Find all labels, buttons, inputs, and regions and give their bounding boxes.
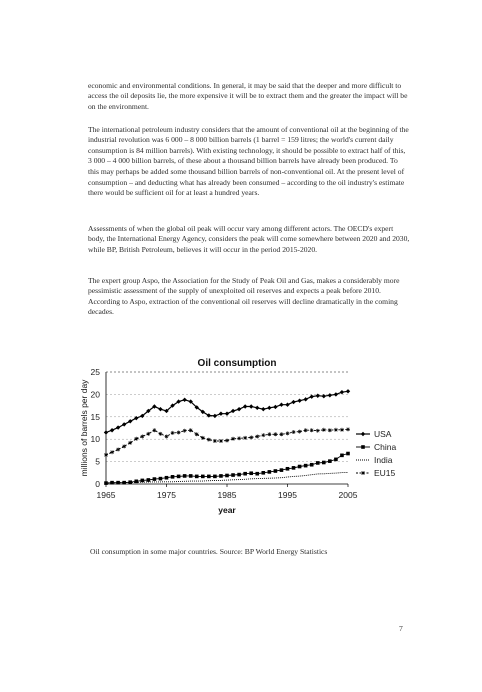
data-point-eu15 (255, 435, 259, 439)
x-tick-label: 1995 (278, 490, 297, 500)
data-point-eu15 (158, 432, 162, 436)
data-point-china (159, 477, 163, 481)
data-point-usa (291, 400, 295, 404)
legend-marker-china (361, 445, 365, 449)
data-point-china (340, 454, 344, 458)
data-point-usa (273, 405, 277, 409)
data-point-china (286, 467, 290, 471)
legend-label-eu15: EU15 (374, 468, 396, 478)
data-point-eu15 (122, 444, 126, 448)
data-point-china (219, 474, 223, 478)
x-tick-label: 1965 (96, 490, 116, 500)
data-point-china (334, 458, 338, 462)
data-point-usa (243, 404, 247, 408)
data-point-china (298, 465, 302, 469)
data-point-eu15 (201, 436, 205, 440)
data-point-eu15 (286, 431, 290, 435)
data-point-china (183, 474, 187, 478)
legend-label-india: India (374, 455, 393, 465)
data-point-usa (267, 406, 271, 410)
data-point-eu15 (231, 437, 235, 441)
data-point-china (147, 478, 151, 482)
data-point-usa (219, 411, 223, 415)
data-point-usa (110, 428, 114, 432)
data-point-eu15 (225, 439, 229, 443)
page-number: 7 (399, 624, 403, 633)
data-point-eu15 (219, 439, 223, 443)
data-point-china (141, 479, 145, 483)
data-point-eu15 (279, 432, 283, 436)
data-point-china (316, 461, 320, 465)
chart-title: Oil consumption (197, 358, 277, 369)
data-point-eu15 (316, 429, 320, 433)
data-point-eu15 (310, 428, 314, 432)
data-point-eu15 (334, 428, 338, 432)
data-point-china (237, 473, 241, 477)
x-tick-label: 1975 (157, 490, 176, 500)
data-point-usa (303, 397, 307, 401)
data-point-usa (213, 414, 217, 418)
data-point-eu15 (273, 432, 277, 436)
data-point-eu15 (213, 439, 217, 443)
data-point-china (165, 476, 169, 480)
data-point-eu15 (328, 428, 332, 432)
data-point-eu15 (340, 428, 344, 432)
data-point-china (310, 463, 314, 467)
data-point-china (201, 475, 205, 479)
data-point-eu15 (237, 436, 241, 440)
data-point-usa (261, 407, 265, 411)
data-point-china (322, 461, 326, 465)
data-point-usa (122, 422, 126, 426)
data-point-eu15 (267, 432, 271, 436)
y-tick-label: 20 (90, 389, 100, 400)
data-point-china (255, 472, 259, 476)
paragraph-environment: economic and environmental conditions. In general, it may be said that the deeper and more difficult to access the oil deposits lie, the more expensive it will be to extract them and the greater the impact will be on the environment. (88, 80, 408, 111)
data-point-usa (346, 389, 350, 393)
data-point-china (268, 470, 272, 474)
data-point-usa (231, 409, 235, 413)
data-point-china (225, 474, 229, 478)
data-point-china (189, 474, 193, 478)
data-point-eu15 (165, 435, 169, 439)
data-point-eu15 (177, 430, 181, 434)
data-point-eu15 (292, 430, 296, 434)
data-point-eu15 (183, 429, 187, 433)
data-point-china (249, 471, 253, 475)
data-point-eu15 (249, 435, 253, 439)
data-point-usa (297, 398, 301, 402)
data-point-china (177, 475, 181, 479)
data-point-china (292, 466, 296, 470)
data-point-eu15 (261, 433, 265, 437)
paragraph-peak-assessments: Assessments of when the global oil peak will occur vary among different actors. The OECD's expert body, the International Energy Agency, considers the peak will come somewhere between 2020 and 2030, while BP, British Petroleum, believes it will occur in the period 2015-2020. (88, 223, 410, 254)
y-tick-label: 5 (95, 456, 100, 467)
data-point-eu15 (322, 428, 326, 432)
data-point-eu15 (298, 430, 302, 434)
data-point-usa (225, 411, 229, 415)
data-point-china (243, 472, 247, 476)
data-point-usa (279, 403, 283, 407)
data-point-eu15 (207, 438, 211, 442)
data-point-eu15 (110, 450, 114, 454)
x-tick-label: 2005 (338, 490, 358, 500)
data-point-usa (182, 398, 186, 402)
data-point-eu15 (243, 436, 247, 440)
data-point-china (195, 475, 199, 479)
data-point-usa (310, 394, 314, 398)
y-tick-label: 25 (90, 367, 100, 377)
data-point-eu15 (116, 448, 120, 452)
data-point-usa (116, 425, 120, 429)
data-point-eu15 (171, 431, 175, 435)
data-point-china (231, 473, 235, 477)
data-point-usa (255, 406, 259, 410)
data-point-china (280, 468, 284, 472)
data-point-usa (334, 392, 338, 396)
data-point-eu15 (346, 427, 350, 431)
y-tick-label: 15 (90, 411, 100, 422)
data-point-china (328, 459, 332, 463)
data-point-eu15 (152, 428, 156, 432)
legend-marker-usa (361, 432, 365, 436)
y-tick-label: 10 (90, 434, 100, 445)
data-point-usa (328, 393, 332, 397)
data-point-china (207, 475, 211, 479)
data-point-china (304, 464, 308, 468)
legend-label-usa: USA (374, 429, 392, 439)
data-point-usa (340, 390, 344, 394)
data-point-china (346, 452, 350, 456)
y-axis-label: millions of barrels per day (79, 379, 89, 477)
data-point-eu15 (134, 437, 138, 441)
data-point-eu15 (140, 435, 144, 439)
data-point-eu15 (304, 428, 308, 432)
data-point-usa (104, 430, 108, 434)
data-point-eu15 (104, 453, 108, 457)
data-point-china (274, 469, 278, 473)
data-point-china (262, 471, 266, 475)
data-point-china (213, 475, 217, 479)
data-point-usa (322, 394, 326, 398)
data-point-eu15 (195, 432, 199, 436)
data-point-china (153, 477, 157, 481)
chart-svg (78, 354, 408, 526)
data-point-usa (237, 407, 241, 411)
data-point-china (104, 481, 108, 485)
paragraph-oil-reserves: The international petroleum industry considers that the amount of conventional oil at the beginning of the industrial revolution was 6 000 – 8 000 billion barrels (1 barrel = 159 litres; the world's current daily consumption is 84 million barrels). With existing technology, it should be possible to extract half of this, 3 000 – 4 000 billion barrels, of these about a thousand billion barrels have already been produced. To this may perhaps be added some thousand billion barrels of non-conventional oil. At the present level of consumption – and deducting what has already been consumed – according to the oil industry's estimate there would be sufficient oil for at least a hundred years. (88, 124, 409, 198)
data-point-usa (249, 404, 253, 408)
data-point-usa (128, 419, 132, 423)
data-point-china (171, 475, 175, 479)
data-point-usa (285, 403, 289, 407)
data-point-usa (158, 407, 162, 411)
legend-marker-eu15 (361, 471, 365, 475)
figure-caption: Oil consumption in some major countries. Source: BP World Energy Statistics (90, 547, 328, 556)
y-tick-label: 0 (95, 479, 100, 489)
data-point-eu15 (128, 441, 132, 445)
oil-consumption-chart (78, 354, 408, 526)
data-point-eu15 (146, 432, 150, 436)
legend-label-china: China (374, 442, 397, 452)
data-point-eu15 (189, 428, 193, 432)
x-tick-label: 1985 (217, 490, 237, 500)
paragraph-aspo: The expert group Aspo, the Association for the Study of Peak Oil and Gas, makes a considerably more pessimistic assessment of the supply of unexploited oil reserves and expects a peak before 2010. According to Aspo, extraction of the conventional oil reserves will decline dramatically in the coming decades. (88, 275, 400, 317)
x-axis-label: year (218, 505, 236, 515)
